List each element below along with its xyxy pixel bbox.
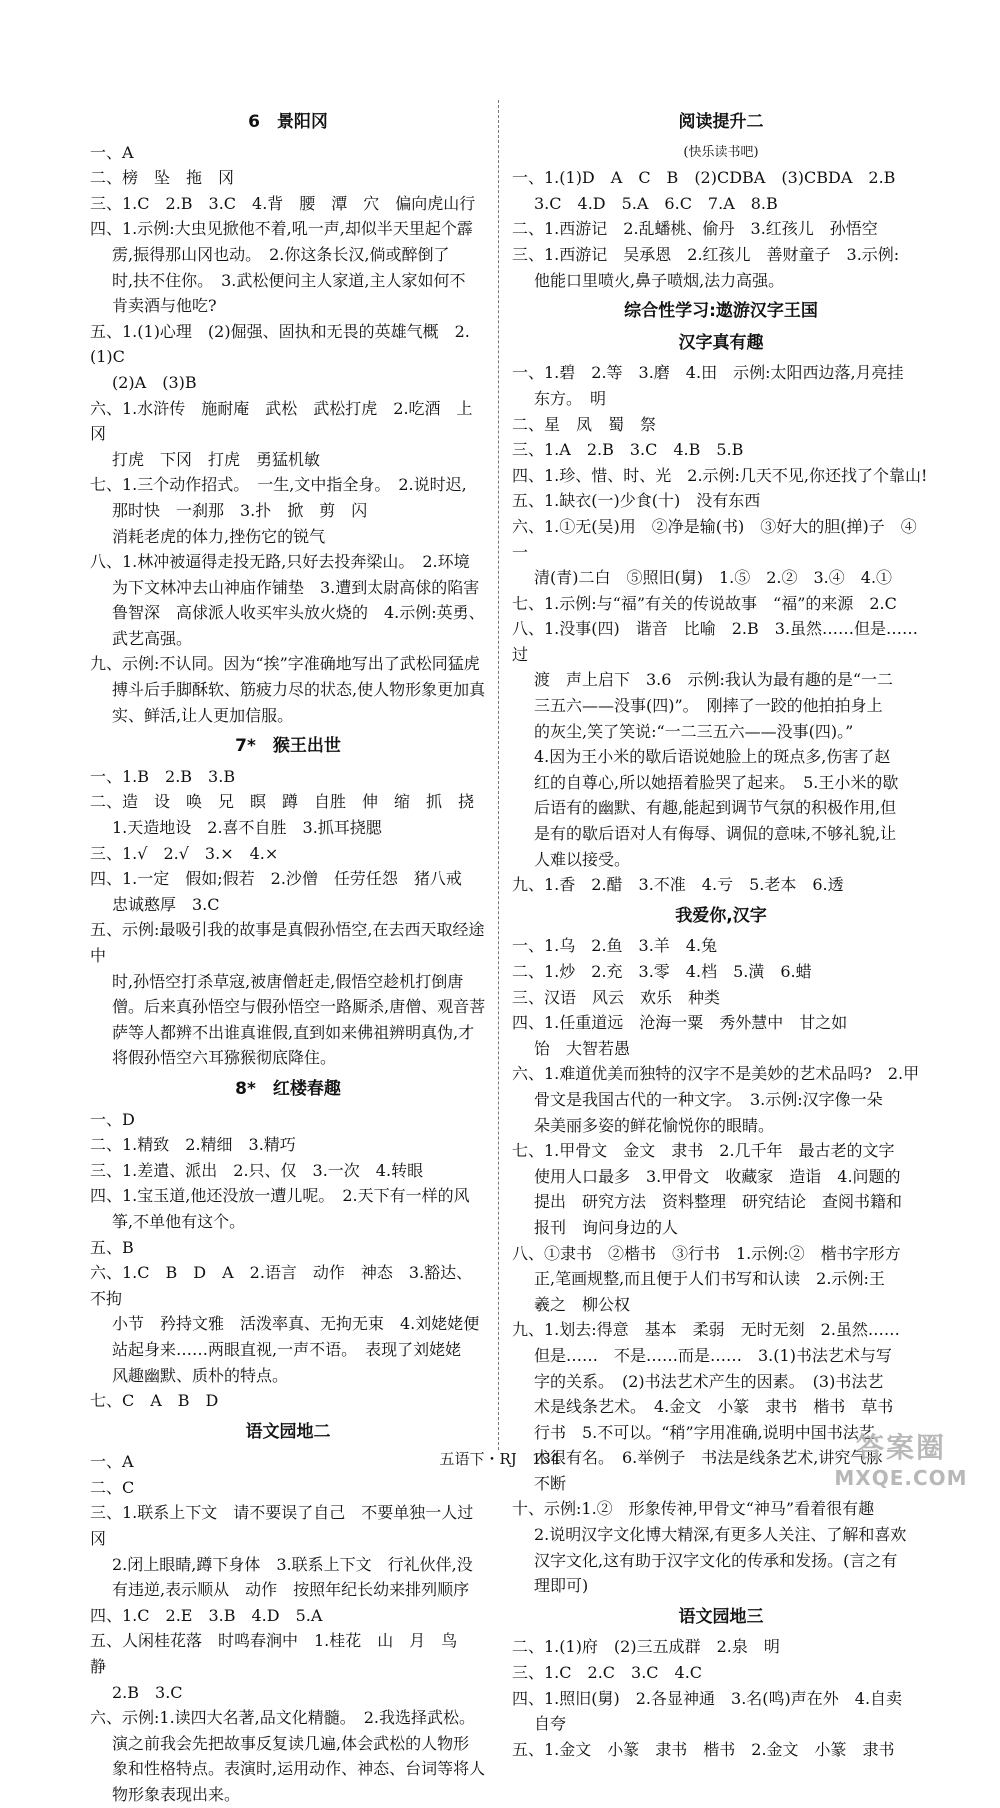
answer-line: 五、1.金文 小篆 隶书 楷书 2.金文 小篆 隶书 [512, 1739, 895, 1759]
section-title: 7* 猴王出世 [235, 736, 341, 757]
section-title: 综合性学习:遨游汉字王国 [624, 301, 818, 322]
answer-line: 他能口里喷火,鼻子喷烟,法力高强。 [534, 270, 785, 290]
answer-line: 那时快 一刹那 3.扑 掀 剪 闪 [112, 500, 368, 520]
answer-line: 三、汉语 风云 欢乐 种类 [512, 987, 721, 1007]
answer-line: 六、1.C B D A 2.语言 动作 神态 3.豁达、不拘 [90, 1263, 473, 1308]
answer-line: 时,孙悟空打杀草寇,被唐僧赶走,假悟空趁机打倒唐 [112, 971, 464, 991]
answer-line: 时,扶不住你。 3.武松便问主人家道,主人家如何不 [112, 270, 466, 290]
answer-line: 武艺高强。 [112, 628, 193, 648]
answer-line: 二、星 凤 蜀 祭 [512, 414, 657, 434]
section-title: 8* 红楼春趣 [235, 1078, 341, 1099]
answer-line: 2.B 3.C [112, 1682, 183, 1702]
answer-line: 朵美丽多姿的鲜花愉悦你的眼睛。 [534, 1115, 775, 1135]
answer-line: 九、1.香 2.醋 3.不准 4.亏 5.老本 6.透 [512, 875, 844, 895]
answer-line: 三、1.西游记 吴承恩 2.红孩儿 善财童子 3.示例: [512, 244, 900, 264]
answer-line: 六、1.①无(吴)用 ②净是输(书) ③好大的胆(掸)子 ④一 [512, 516, 917, 562]
left-column [90, 104, 486, 1808]
answer-line: 四、1.宝玉道,他还没放一遭儿呢。 2.天下有一样的风 [90, 1186, 470, 1206]
answer-line: 有违逆,表示顺从 动作 按照年纪长幼来排列顺序 [112, 1580, 470, 1600]
answer-line: 六、1.水浒传 施耐庵 武松 武松打虎 2.吃酒 上冈 [90, 398, 473, 444]
answer-section [512, 904, 930, 1599]
answer-line: 2.闭上眼睛,蹲下身体 3.联系上下文 行礼伙伴,没 [112, 1554, 473, 1574]
answer-line: 五、B [90, 1237, 134, 1257]
answer-line: 七、1.三个动作招式。 一生,文中指全身。 2.说时迟, [90, 475, 467, 495]
answer-line: 行书 5.不可以。“稍”字用准确,说明中国书法艺 [534, 1422, 875, 1442]
answer-line: 自夸 [534, 1714, 567, 1734]
section-subtitle: (快乐读书吧) [683, 144, 759, 160]
answer-line: 七、1.示例:与“福”有关的传说故事 “福”的来源 2.C [512, 593, 897, 613]
answer-line: 正,笔画规整,而且便于人们书写和认读 2.示例:王 [534, 1269, 885, 1289]
answer-line: 清(青)二白 ⑤照旧(舅) 1.⑤ 2.② 3.④ 4.① [534, 568, 893, 588]
answer-line: 五、1.缺衣(一)少食(十) 没有东西 [512, 491, 761, 511]
page-footer: 五语下・RJ 134 [439, 1450, 561, 1468]
answer-line: 人难以接受。 [534, 849, 631, 869]
answer-line: 五、人闲桂花落 时鸣春涧中 1.桂花 山 月 鸟 静 [90, 1631, 474, 1677]
answer-line: 打虎 下冈 打虎 勇猛机敏 [112, 449, 321, 469]
answer-line: 雳,振得那山冈也动。 2.你这条长汉,倘或醉倒了 [112, 244, 450, 264]
answer-line: 一、1.(1)D A C B (2)CDBA (3)CBDA 2.B [512, 168, 896, 188]
answer-line: 术是线条艺术。 4.金文 小篆 隶书 楷书 草书 [534, 1397, 894, 1417]
answer-line: 2.说明汉字文化博大精深,有更多人关注、了解和喜欢 [534, 1525, 907, 1545]
answer-line: 二、造 设 唤 兄 瞑 蹲 自胜 伸 缩 抓 挠 [90, 792, 475, 812]
answer-section [512, 1605, 930, 1763]
answer-line: 演之前我会先把故事反复读几遍,体会武松的人物形 [112, 1733, 470, 1753]
answer-line: 3.C 4.D 5.A 6.C 7.A 8.B [534, 193, 778, 213]
answer-line: 一、A [90, 1452, 134, 1472]
answer-line: 忠诚憨厚 3.C [112, 894, 220, 914]
column-divider [498, 100, 499, 1450]
answer-line: 三、1.C 2.B 3.C 4.背 腰 潭 穴 偏向虎山行 [90, 193, 476, 213]
answer-line: 一、D [90, 1109, 135, 1129]
answer-line: 二、1.(1)府 (2)三五成群 2.泉 明 [512, 1637, 780, 1657]
answer-section [90, 734, 486, 1071]
answer-line: 九、1.划去:得意 基本 柔弱 无时无刻 2.虽然…… [512, 1320, 900, 1340]
answer-line: 1.天造地设 2.喜不自胜 3.抓耳挠腮 [112, 818, 382, 838]
answer-line: 十、示例:1.② 形象传神,甲骨文“神马”看着很有趣 [512, 1499, 875, 1519]
answer-line: 肯卖酒与他吃? [112, 296, 217, 316]
answer-line: 三、1.C 2.C 3.C 4.C [512, 1663, 703, 1683]
answer-line: 七、1.甲骨文 金文 隶书 2.几千年 最古老的文字 [512, 1141, 895, 1161]
section-title: 语文园地二 [245, 1421, 331, 1442]
answer-line: 二、C [90, 1477, 135, 1497]
answer-line: 搏斗后手脚酥软、筋疲力尽的状态,使人物形象更加真 [112, 680, 486, 700]
answer-line: 二、1.西游记 2.乱蟠桃、偷丹 3.红孩儿 孙悟空 [512, 219, 878, 239]
answer-line: 是有的歇后语对人有侮辱、调侃的意味,不够礼貌,让 [534, 824, 897, 844]
answer-line: 三、1.A 2.B 3.C 4.B 5.B [512, 440, 744, 460]
section-title: 6 景阳冈 [248, 112, 328, 132]
answer-line: 一、A [90, 142, 134, 162]
answer-line: 物形象表现出来。 [112, 1785, 241, 1804]
answer-line: 的灰尘,笑了笑说:“一二三五六——没事(四)。” [534, 721, 854, 741]
answer-line: 三、1.√ 2.√ 3.× 4.× [90, 843, 279, 863]
answer-line: 为下文林冲去山神庙作铺垫 3.遭到太尉高俅的陷害 [112, 577, 480, 597]
section-title: 我爱你,汉字 [675, 905, 767, 926]
answer-line: 理即可) [534, 1576, 589, 1596]
answer-line: 羲之 柳公权 [534, 1294, 631, 1314]
answer-line: 七、C A B D [90, 1391, 219, 1411]
answer-line: 八、1.没事(四) 谐音 比喻 2.B 3.虽然……但是…… 过 [512, 619, 935, 664]
answer-line: 四、1.任重道远 沧海一粟 秀外慧中 甘之如 [512, 1013, 848, 1033]
watermark-top-text: 答案圈 [855, 1431, 946, 1464]
answer-line: 消耗老虎的体力,挫伤它的锐气 [112, 526, 326, 546]
answer-section [512, 110, 930, 293]
answer-line: 筝,不单他有这个。 [112, 1211, 246, 1231]
answer-line: 象和性格特点。表演时,运用动作、神态、台词等将人 [112, 1759, 486, 1779]
answer-line: 八、①隶书 ②楷书 ③行书 1.示例:② 楷书字形方 [512, 1243, 901, 1263]
answer-line: 汉字文化,这有助于汉字文化的传承和发扬。(言之有 [534, 1550, 898, 1570]
answer-line: 骨文是我国古代的一种文字。 3.示例:汉字像一朵 [534, 1089, 883, 1109]
watermark-logo [816, 1426, 986, 1490]
answer-line: 一、1.B 2.B 3.B [90, 766, 236, 786]
answer-section [512, 331, 935, 898]
answer-section [90, 110, 486, 728]
answer-line: 四、1.C 2.E 3.B 4.D 5.A [90, 1605, 323, 1625]
answer-line: 二、1.炒 2.充 3.零 4.档 5.潢 6.蜡 [512, 962, 812, 981]
answer-line: 字的关系。 (2)书法艺术产生的因素。 (3)书法艺 [534, 1371, 884, 1391]
answer-line: 六、1.难道优美而独特的汉字不是美妙的艺术品吗? 2.甲 [512, 1064, 920, 1084]
answer-line: 东方。 明 [534, 388, 607, 408]
answer-line: 风趣幽默、质朴的特点。 [112, 1365, 289, 1385]
answer-line: 九、示例:不认同。因为“挨”字准确地写出了武松同猛虎 [90, 654, 480, 674]
answer-line: 站起身来……两眼直视,一声不语。 表现了刘姥姥 [112, 1339, 462, 1359]
answer-line: 术很有名。 6.举例子 书法是线条艺术,讲究气脉 [534, 1448, 883, 1468]
section-title: 汉字真有趣 [678, 332, 764, 353]
section-title: 语文园地三 [678, 1606, 764, 1627]
section-title: 阅读提升二 [678, 112, 764, 132]
answer-line: 但是…… 不是……而是…… 3.(1)书法艺术与写 [534, 1345, 892, 1365]
answer-line: 六、示例:1.读四大名著,品文化精髓。 2.我选择武松。 [90, 1708, 476, 1728]
answer-line: 使用人口最多 3.甲骨文 收藏家 造诣 4.问题的 [534, 1166, 901, 1186]
answer-line: 二、1.精致 2.精细 3.精巧 [90, 1135, 296, 1155]
answer-line: 饴 大智若愚 [534, 1038, 631, 1058]
answer-line: 一、1.碧 2.等 3.磨 4.田 示例:太阳西边落,月亮挂 [512, 363, 904, 383]
answer-line: 一、1.乌 2.鱼 3.羊 4.兔 [512, 936, 718, 956]
answer-line: 红的自尊心,所以她捂着脸哭了起来。 5.王小米的歇 [534, 772, 899, 792]
answer-line: 四、1.一定 假如;假若 2.沙僧 任劳任怨 猪八戒 [90, 869, 462, 889]
answer-line: 四、1.示例:大虫见掀他不着,吼一声,却似半天里起个霹 [90, 219, 473, 239]
answer-section [90, 1420, 486, 1808]
answer-line: 僧。后来真孙悟空与假孙悟空一路厮杀,唐僧、观音菩 [112, 997, 486, 1017]
answer-line: 五、示例:最吸引我的故事是真假孙悟空,在去西天取经途中 [90, 920, 485, 965]
answer-line: 三、1.差遣、派出 2.只、仅 3.一次 4.转眼 [90, 1160, 424, 1180]
answer-line: 二、榜 坠 拖 冈 [90, 168, 235, 188]
answer-line: 四、1.照旧(舅) 2.各显神通 3.名(鸣)声在外 4.自卖 [512, 1688, 903, 1708]
answer-line: 四、1.珍、惜、时、光 2.示例:几天不见,你还找了个靠山! [512, 465, 928, 485]
answer-line: 报刊 询问身边的人 [534, 1217, 679, 1237]
answer-line: 后语有的幽默、有趣,能起到调节气氛的积极作用,但 [534, 798, 897, 818]
answer-line: 渡 声上启下 3.6 示例:我认为最有趣的是“一二 [534, 670, 894, 690]
answer-line: 三、1.联系上下文 请不要误了自己 不要单独一人过冈 [90, 1503, 474, 1549]
answer-section [512, 299, 930, 325]
answer-line: (2)A (3)B [112, 372, 197, 392]
answer-line: 4.因为王小米的歇后语说她脸上的斑点多,伤害了赵 [534, 747, 891, 767]
answer-line: 鲁智深 高俅派人收买牢头放火烧的 4.示例:英勇、 [112, 603, 485, 623]
answer-line: 三五六——没事(四)”。 刚摔了一跤的他拍拍身上 [534, 696, 883, 716]
answer-section [90, 1077, 486, 1414]
answer-line: 小节 矜持文雅 活泼率真、无拘无束 4.刘姥姥便 [112, 1314, 480, 1334]
answer-line: 实、鲜活,让人更加信服。 [112, 705, 294, 725]
watermark-bottom-text: MXQE.COM [834, 1466, 968, 1490]
answer-line: 八、1.林冲被逼得走投无路,只好去投奔梁山。 2.环境 [90, 552, 470, 572]
answer-line: 将假孙悟空六耳猕猴彻底降住。 [112, 1048, 337, 1068]
answer-line: 萨等人都辨不出谁真谁假,直到如来佛祖辨明真伪,才 [112, 1022, 475, 1042]
answer-line: 五、1.(1)心理 (2)倔强、固执和无畏的英雄气概 2.(1)C [90, 321, 470, 367]
answer-line: 提出 研究方法 资料整理 研究结论 查阅书籍和 [534, 1192, 903, 1212]
answer-line: 不断 [534, 1473, 567, 1493]
